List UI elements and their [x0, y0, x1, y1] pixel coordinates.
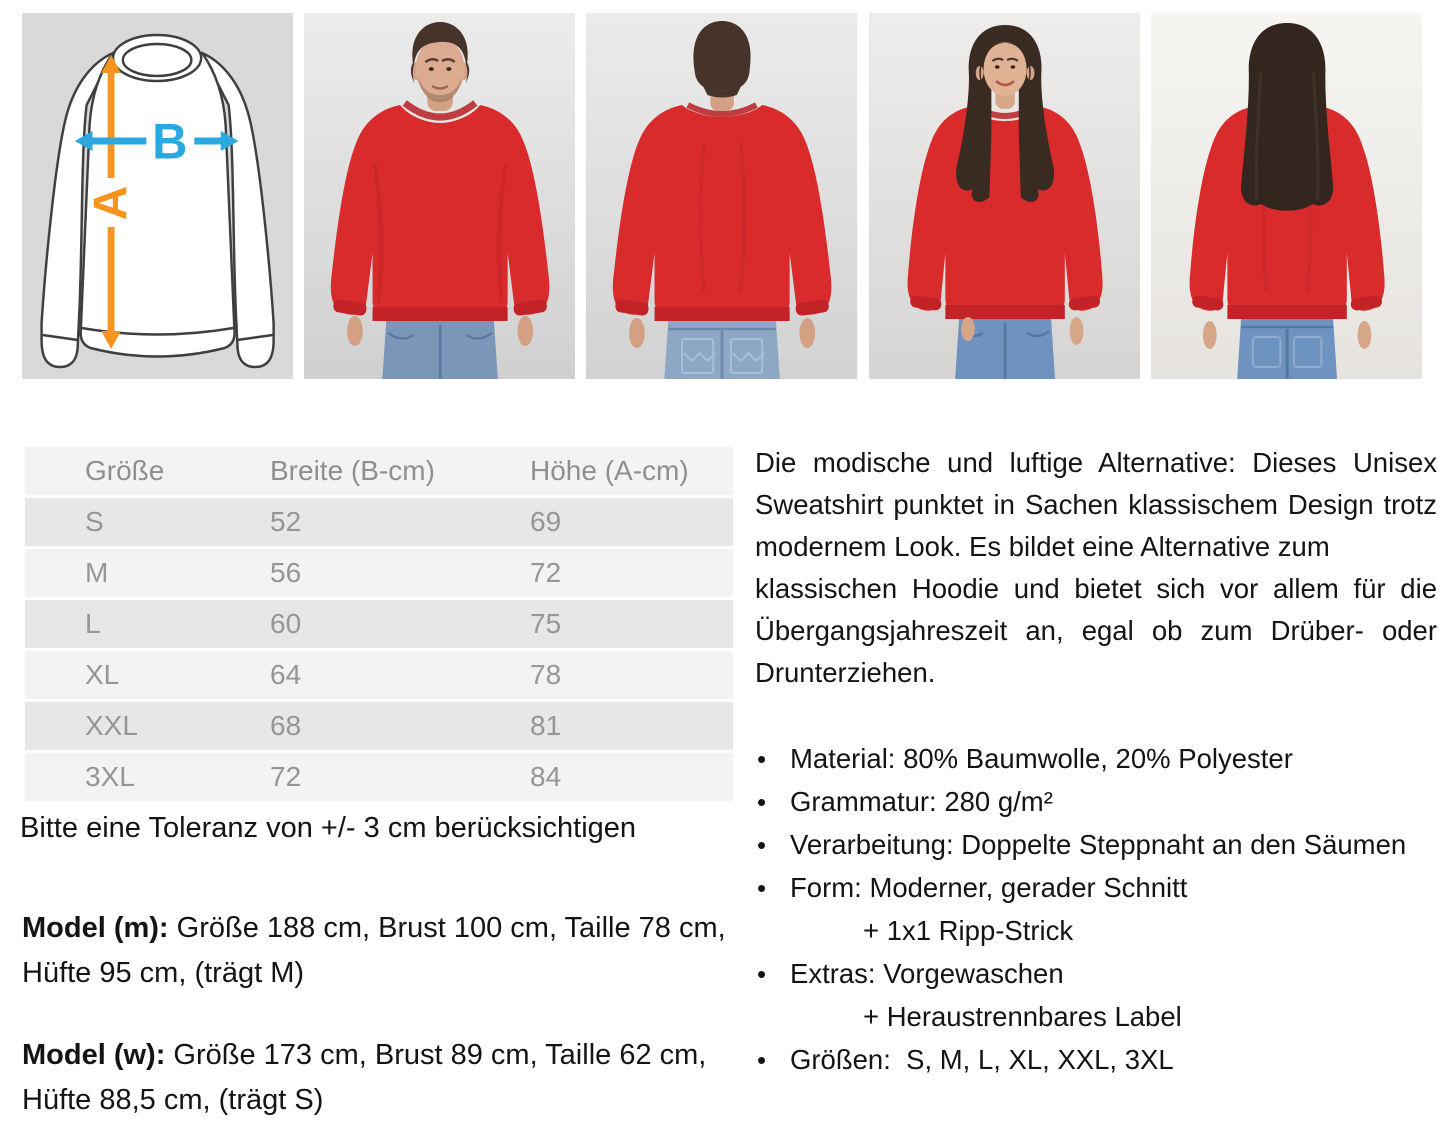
- sweatshirt: [331, 105, 550, 321]
- bullet-icon: •: [757, 873, 767, 903]
- bullet-icon: •: [757, 830, 767, 860]
- col-header-height: Höhe (A-cm): [530, 455, 689, 486]
- table-row: [25, 498, 733, 546]
- size-diagram: [22, 13, 293, 379]
- cell-height: 78: [530, 659, 562, 690]
- cell-size: XL: [85, 659, 120, 690]
- cell-height: 75: [530, 608, 562, 639]
- cell-size: S: [85, 506, 104, 537]
- cell-width: 72: [270, 761, 302, 792]
- table-row: [25, 651, 733, 699]
- model-male-measurements: [22, 906, 732, 996]
- bullet-icon: •: [757, 1045, 767, 1075]
- product-image-gallery: [22, 13, 1422, 379]
- cell-height: 69: [530, 506, 562, 537]
- description-line: Sweatshirt punktet in Sachen klassischem Design trotz: [755, 489, 1437, 520]
- size-table-header: [25, 447, 733, 495]
- cell-size: M: [85, 557, 109, 588]
- model-female-measurements: [22, 1033, 732, 1123]
- sweatshirt: [907, 107, 1102, 319]
- feature-item-continuation: + 1x1 Ripp-Strick: [863, 915, 1074, 946]
- cell-size: L: [85, 608, 101, 639]
- model-male-label: Model (m):: [22, 912, 169, 944]
- feature-item: • Material: 80% Baumwolle, 20% Polyester: [757, 737, 1441, 780]
- feature-item: • Extras: Vorgewaschen: [757, 952, 1441, 995]
- bullet-icon: •: [757, 744, 767, 774]
- description-line: Übergangsjahreszeit an, egal ob zum Drüber- oder: [755, 615, 1437, 646]
- photo-female-model-back: [1151, 13, 1422, 379]
- cell-size: 3XL: [85, 761, 135, 792]
- cell-width: 68: [270, 710, 302, 741]
- description-paragraph: [755, 442, 1437, 694]
- cell-width: 56: [270, 557, 302, 588]
- description-line: Die modische und luftige Alternative: Dieses Unisex: [755, 447, 1437, 478]
- table-row: [25, 702, 733, 750]
- sweatshirt: [613, 105, 832, 321]
- table-row: [25, 549, 733, 597]
- feature-item: • Größen: S, M, L, XL, XXL, 3XL: [757, 1038, 1441, 1081]
- feature-item: • Verarbeitung: Doppelte Steppnaht an den Säumen: [757, 823, 1441, 866]
- feature-item: • Grammatur: 280 g/m²: [757, 780, 1441, 823]
- model-female-label: Model (w):: [22, 1039, 166, 1071]
- cell-width: 64: [270, 659, 302, 690]
- feature-list: [757, 737, 1441, 1081]
- cell-height: 84: [530, 761, 562, 792]
- hair: [1241, 23, 1333, 211]
- cell-height: 72: [530, 557, 562, 588]
- bullet-icon: •: [757, 787, 767, 817]
- description-line: klassischen Hoodie und bietet sich vor allem für die: [755, 573, 1437, 604]
- photo-male-model-front: [304, 13, 575, 379]
- tolerance-note: Bitte eine Toleranz von +/- 3 cm berücksichtigen: [20, 812, 637, 844]
- col-header-size: Größe: [85, 455, 165, 486]
- model-male-line1: Model (m): Größe 188 cm, Brust 100 cm, Taille 78 cm,: [22, 912, 726, 944]
- measure-a-label: A: [84, 185, 138, 221]
- bullet-icon: •: [757, 959, 767, 989]
- description-line: modernem Look. Es bildet eine Alternative zum: [755, 531, 1330, 562]
- col-header-width: Breite (B-cm): [270, 455, 435, 486]
- hair: [694, 21, 751, 91]
- size-table: [25, 447, 733, 804]
- photo-female-model-front: [869, 13, 1140, 379]
- model-female-line1: Model (w): Größe 173 cm, Brust 89 cm, Taille 62 cm,: [22, 1039, 707, 1071]
- cell-width: 60: [270, 608, 302, 639]
- feature-item-continuation: + Heraustrennbares Label: [863, 1001, 1182, 1032]
- model-male-line2: Hüfte 95 cm, (trägt M): [22, 957, 305, 989]
- size-diagram-drawing: [22, 13, 293, 379]
- cell-height: 81: [530, 710, 562, 741]
- table-row: [25, 600, 733, 648]
- table-row: [25, 753, 733, 801]
- feature-item: • Form: Moderner, gerader Schnitt: [757, 866, 1441, 909]
- cell-size: XXL: [85, 710, 138, 741]
- measure-b-label: B: [152, 114, 188, 170]
- photo-male-model-back: [586, 13, 857, 379]
- model-female-line2: Hüfte 88,5 cm, (trägt S): [22, 1084, 324, 1116]
- description-line: Drunterziehen.: [755, 657, 936, 688]
- cell-width: 52: [270, 506, 302, 537]
